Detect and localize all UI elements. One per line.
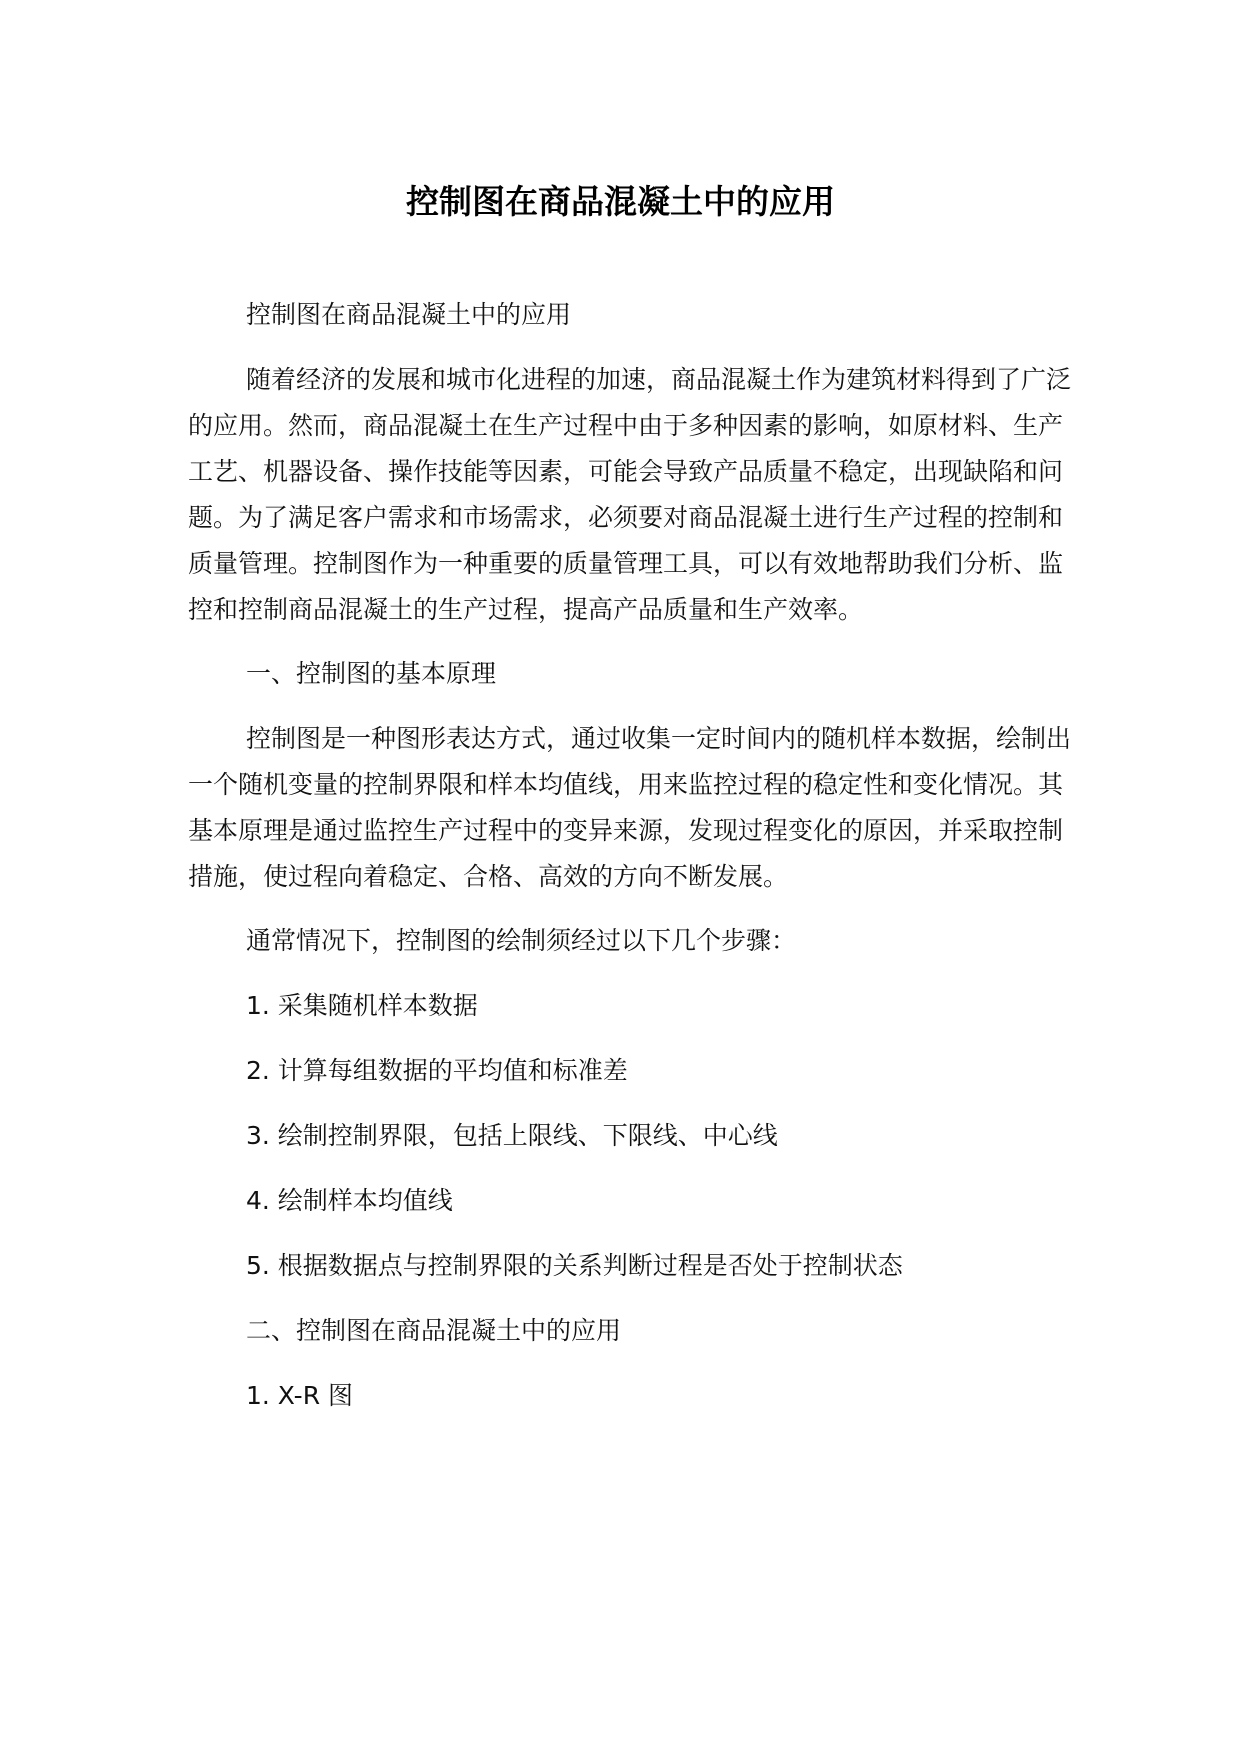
intro-paragraph: 随着经济的发展和城市化进程的加速，商品混凝土作为建筑材料得到了广泛的应用。然而，商品混凝土在生产过程中由于多种因素的影响，如原材料、生产工艺、机器设备、操作技能等因素，可能会导致产品质量不稳定，出现缺陷和问题。为了满足客户需求和市场需求，必须要对商品混凝土进行生产过程的控制和质量管理。控制图作为一种重要的质量管理工具，可以有效地帮助我们分析、监控和控制商品混凝土的生产过程，提高产品质量和生产效率。 (188, 365, 1072, 624)
document-title: 控制图在商品混凝土中的应用 (406, 182, 835, 221)
section-1-heading: 一、控制图的基本原理 (246, 659, 497, 688)
list-item: 3. 绘制控制界限，包括上限线、下限线、中心线 (246, 1121, 778, 1150)
section-1-paragraph: 控制图是一种图形表达方式，通过收集一定时间内的随机样本数据，绘制出一个随机变量的控制界限和样本均值线，用来监控过程的稳定性和变化情况。其基本原理是通过监控生产过程中的变异来源，发现过程变化的原因，并采取控制措施，使过程向着稳定、合格、高效的方向不断发展。 (188, 724, 1072, 891)
document-body (188, 292, 1078, 1438)
section-2-item-1: 1. X-R 图 (246, 1381, 354, 1410)
list-item: 1. 采集随机样本数据 (246, 991, 478, 1020)
steps-intro: 通常情况下，控制图的绘制须经过以下几个步骤： (246, 926, 797, 955)
list-item: 2. 计算每组数据的平均值和标准差 (246, 1056, 628, 1085)
section-2-heading: 二、控制图在商品混凝土中的应用 (246, 1316, 622, 1345)
list-item: 5. 根据数据点与控制界限的关系判断过程是否处于控制状态 (246, 1251, 903, 1280)
list-item: 4. 绘制样本均值线 (246, 1186, 453, 1215)
document-subtitle: 控制图在商品混凝土中的应用 (246, 300, 572, 329)
